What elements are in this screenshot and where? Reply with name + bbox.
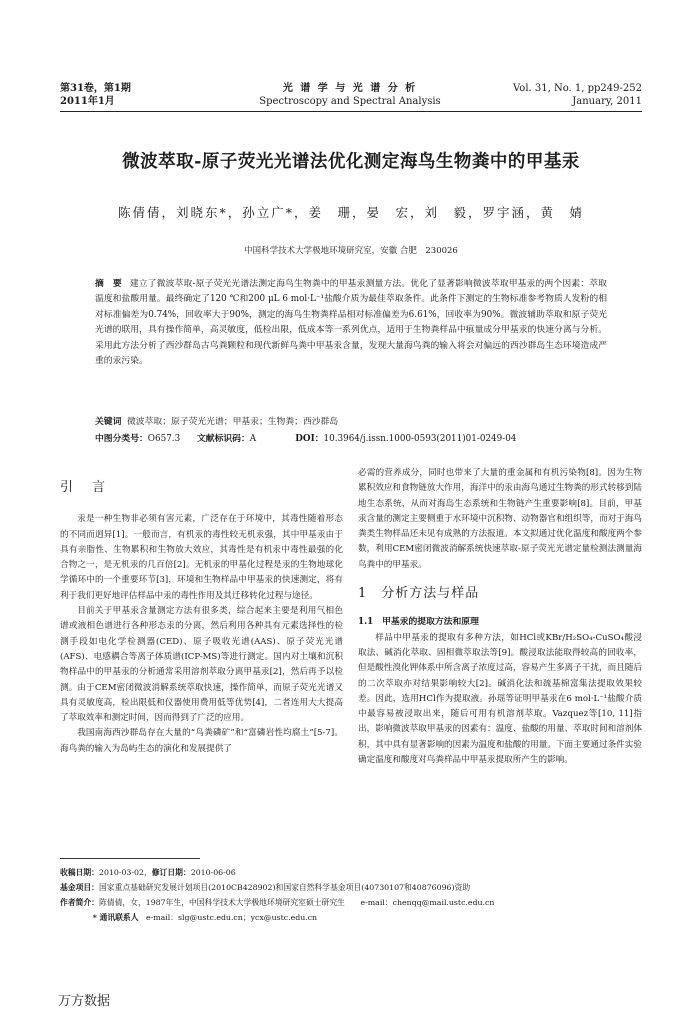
header-date-en: January, 2011 [572,96,642,107]
intro-paragraph-continued: 必需的营养成分，同时也带来了大量的重金属和有机污染物[8]。因为生物累积效应和食物链放大作用，海洋中的汞由海鸟通过生物粪的形式转移到陆地生态系统，从而对海岛生态系统和生物链产生重要影响[8]。目前，甲基汞含量的测定主要侧重于水环境中沉积物、动物器官和组织等，而对于海鸟粪类生物样品还未见有成熟的方法报道。本文拟通过优化温度和酸度两个参数，利用CEM密闭微波消解系统快速萃取-原子荧光光谱定量检测法测量海鸟粪中的甲基汞。 [358,468,642,570]
watermark-text: 万方数据 [58,994,111,1009]
section-1-heading: 1 分析方法与样品 [358,586,480,602]
clc-label: 中图分类号： [95,434,148,444]
fund-text: 国家重点基础研究发展计划项目(2010CB428902)和国家自然科学基金项目(40730107和40876096)资助 [98,883,471,892]
received-label: 收稿日期： [60,868,99,877]
intro-paragraph-1: 汞是一种生物非必须有害元素，广泛存在于环境中，其毒性随着形态的不同而迥异[1]。一般而言，有机汞的毒性较无机汞强，其中甲基汞由于具有亲脂性、生物累积和生物放大效应，其毒性是有机汞中毒性最强的化合物之一，是无机汞的几百倍[2]。无机汞的甲基化过程是汞的生物地球化学循环中的一个重要环节[3]，环境和生物样品中甲基汞的快速测定，将有利于我们更好地评估样品中汞的毒性作用及其迁移转化过程与途径。 [60,514,343,601]
left-column [60,466,343,757]
bio-text: 陈倩倩，女，1987年生，中国科学技术大学极地环境研究室硕士研究生 e-mail：chenqq@mail.ustc.edu.cn [98,898,495,907]
abstract [95,277,607,369]
abstract-text: 建立了微波萃取-原子荧光光谱法测定海鸟生物粪中的甲基汞测量方法。优化了显著影响微波萃取甲基汞的两个因素：萃取温度和盐酸用量。最终确定了120 ℃和200 μL 6 mol·L⁻¹盐酸介质为最佳萃取条件。此条件下测定的生物标准参考物质人发粉的相对标准偏差为0.74%，回收率大于90%，测定的海鸟生物粪样品相对标准偏差为6.61%，回收率为90%。微波辅助萃取和原子荧光光谱的联用，具有操作简单，高灵敏度，低检出限，低成本等一系列优点，适用于生物粪样品中痕量成分甲基汞的快速分离与分析。采用此方法分析了西沙群岛古鸟粪颗粒和现代新鲜鸟粪中甲基汞含量，发现大量海鸟粪的输入将会对偏远的西沙群岛生态环境造成严重的汞污染。 [95,279,607,367]
header-volume-en: Vol. 31, No. 1, pp249-252 [513,83,642,94]
header-volume [60,82,131,108]
header-rule [60,111,642,112]
fund-label: 基金项目： [60,883,99,892]
corr-email: e-mail：slg@ustc.edu.cn；ycx@ustc.edu.cn [145,913,318,922]
header-citation [513,82,642,108]
footnote-correspondence [60,910,642,925]
clc-code: O657.3 [147,434,181,444]
abstract-label: 摘 要 [95,279,122,289]
doc-code: A [249,434,257,444]
doc-code-label: 文献标识码： [196,434,250,444]
footnotes [60,865,642,925]
section-1-1-heading: 1.1 甲基汞的提取方法和原理 [358,617,479,628]
intro-paragraph-3: 我国南海西沙群岛存在大量的“鸟粪磷矿”和“富磷岩性均腐土”[5-7]。海鸟粪的输入为岛屿生态的演化和发展提供了 [60,728,343,754]
header-volume-cn: 第31卷，第1期 [60,83,131,94]
corr-label: * 通讯联系人 [92,913,139,922]
footnote-rule [60,858,200,859]
intro-paragraph-2: 目前关于甲基汞含量测定方法有很多类，综合起来主要是利用气相色谱或液相色谱进行各种形态汞的分离，然后利用各种具有元素选择性的检测手段如电化学检测器(CED)、原子吸收光谱(AAS)、原子荧光光谱(AFS)、电感耦合等离子体质谱(ICP-MS)等进行测定。国内对土壤和沉积物样品中的甲基汞的分析通常采用溶剂萃取分离甲基汞[2]，然后再予以检测。由于CEM密闭微波消解系统萃取快速，操作简单，而原子荧光光谱又具有灵敏度高，检出限低和仪器使用费用低等优势[4]，二者连用大大提高了萃取效率和测定时间，因而得到了广泛的应用。 [60,606,343,724]
doi-value: 10.3964/j.issn.1000-0593(2011)01-0249-04 [323,434,517,444]
footnote-dates [60,865,642,880]
section-1-1-paragraph: 样品中甲基汞的提取有多种方法，如HCl或KBr/H₂SO₄-CuSO₄酸浸取法、碱消化萃取、固相微萃取法等[9]。酸浸取法能取得较高的回收率，但是酸性溴化钾体系中所含离子浓度过高，容易产生多离子干扰，而且随后的二次萃取亦对结果影响较大[2]。碱消化法和巯基棉富集法提取效果较差。因此，选用HCl作为提取液。孙瑶等证明甲基汞在6 mol·L⁻¹盐酸介质中最容易被浸取出来，随后可用有机溶剂萃取。Vazquez等[10, 11]指出，影响微波萃取甲基汞的因素有：温度、盐酸的用量、萃取时间和溶剂体积，其中具有显著影响的因素为温度和盐酸的用量。下面主要通过条件实验确定温度和酸度对鸟粪样品中甲基汞提取所产生的影响。 [358,632,642,766]
doi-label: DOI： [295,434,324,444]
intro-heading: 引 言 [60,480,109,495]
footnote-bio [60,895,642,910]
journal-name-cn: 光 谱 学 与 光 谱 分 析 [282,83,418,94]
author-list: 陈倩倩，刘晓东*，孙立广*，姜 珊，晏 宏，刘 毅，罗宇涵，黄 婧 [117,205,584,220]
journal-name-en: Spectroscopy and Spectral Analysis [259,96,441,107]
affiliation: 中国科学技术大学极地环境研究室，安徽 合肥 230026 [244,246,458,256]
right-column [358,466,642,768]
revised-date: 2010-06-06 [190,868,236,877]
footnote-fund [60,880,642,895]
keywords-block [95,414,615,448]
header-journal [200,82,500,108]
received-date: 2010-03-02， [98,868,152,877]
classification-line [95,431,615,448]
header-date-cn: 2011年1月 [60,96,115,107]
keywords-line [95,414,615,431]
keywords-label: 关键词 [95,417,122,427]
paper-title: 微波萃取-原子荧光光谱法优化测定海鸟生物粪中的甲基汞 [122,152,580,172]
keywords-text: 微波萃取；原子荧光光谱；甲基汞；生物粪；西沙群岛 [127,417,339,427]
revised-label: 修订日期： [151,868,191,877]
bio-label: 作者简介： [60,898,99,907]
